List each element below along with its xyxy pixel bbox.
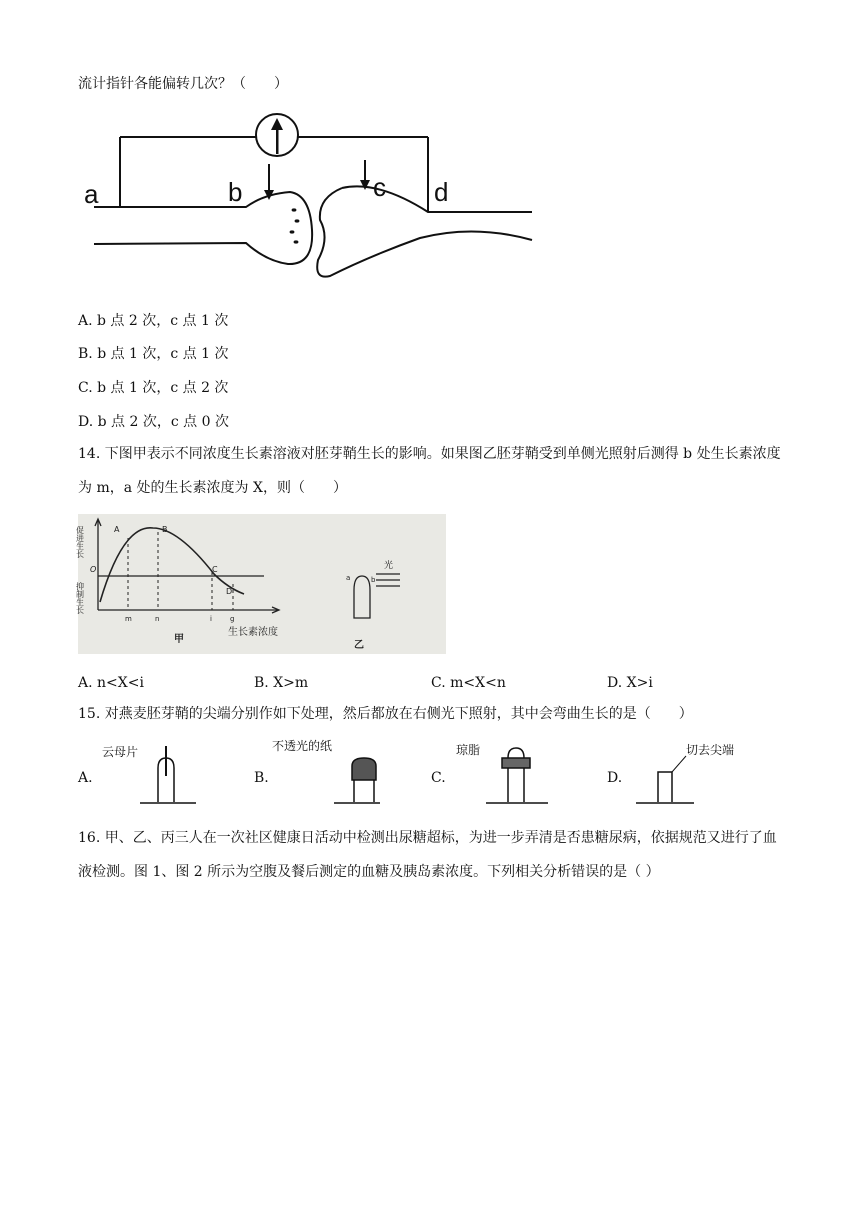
q15-figure-b	[272, 736, 382, 812]
side-a-label: a	[346, 574, 351, 582]
vesicle	[295, 219, 300, 222]
coleoptile-tip-c	[508, 748, 524, 758]
coleoptile-d	[658, 772, 672, 802]
q15-figure-a	[100, 736, 200, 812]
q14-option-b[interactable]: B. X>m	[254, 675, 309, 691]
presynaptic-neuron	[94, 192, 312, 264]
pointer-line	[672, 756, 686, 772]
synapse-figure	[78, 108, 538, 293]
tick-g: g	[230, 615, 235, 623]
origin-label: O	[90, 565, 97, 574]
q15-option-c-letter[interactable]: C.	[431, 770, 446, 786]
note-agar: 琼脂	[456, 743, 481, 757]
point-c: C	[212, 565, 218, 574]
q14-option-c[interactable]: C. m<X<n	[431, 675, 506, 691]
side-b-label: b	[371, 576, 376, 584]
q15-stem: 15. 对燕麦胚芽鞘的尖端分别作如下处理，然后都放在右侧光下照射，其中会弯曲生长的是（ ）	[78, 706, 693, 722]
arrow-c-head	[360, 180, 370, 190]
vesicle	[294, 240, 299, 243]
q15-figure-c	[452, 736, 562, 812]
q15-figure-d	[630, 736, 760, 812]
y-label-inhibit: 抑制生长	[75, 582, 85, 614]
tick-m: m	[125, 615, 132, 623]
label-b: b	[228, 177, 243, 207]
agar-block	[502, 758, 530, 768]
note-mica: 云母片	[102, 745, 139, 759]
q14-figure	[75, 514, 446, 658]
q13-option-c[interactable]: C. b 点 1 次，c 点 2 次	[78, 380, 229, 396]
label-c: c	[373, 172, 386, 202]
point-a: A	[114, 525, 120, 534]
q14-stem: 14. 下图甲表示不同浓度生长素溶液对胚芽鞘生长的影响。如果图乙胚芽鞘受到单侧光照射后测得 b 处生长素浓度为 m，a 处的生长素浓度为 X，则（ ）	[78, 446, 781, 496]
note-opaque-paper: 不透光的纸	[272, 739, 333, 753]
postsynaptic-neuron	[317, 188, 532, 277]
q15-option-b-letter[interactable]: B.	[254, 770, 269, 786]
q13-stem-tail: 流计指针各能偏转几次？（ ）	[78, 76, 288, 92]
q13-option-b[interactable]: B. b 点 1 次，c 点 1 次	[78, 346, 229, 362]
label-a: a	[84, 179, 99, 209]
tick-n: n	[155, 615, 160, 623]
panel-yi-label: 乙	[354, 640, 364, 651]
light-label: 光	[384, 561, 394, 571]
q15-option-d-letter[interactable]: D.	[607, 770, 623, 786]
coleoptile-b	[354, 778, 374, 802]
tick-i: i	[210, 615, 212, 623]
q16-stem: 16. 甲、乙、丙三人在一次社区健康日活动中检测出尿糖超标，为进一步弄清是否患糖尿病，依据规范又进行了血液检测。图 1、图 2 所示为空腹及餐后测定的血糖及胰岛素浓度。下列相关分析错误的是（ ）	[78, 830, 777, 880]
q15-option-a-letter[interactable]: A.	[78, 770, 93, 786]
q14-option-d[interactable]: D. X>i	[607, 675, 653, 691]
q13-option-a[interactable]: A. b 点 2 次，c 点 1 次	[78, 313, 229, 329]
auxin-figure	[75, 514, 446, 654]
x-axis-label: 生长素浓度	[228, 627, 278, 638]
coleoptile-c	[508, 768, 524, 802]
q13-option-d[interactable]: D. b 点 2 次，c 点 0 次	[78, 414, 229, 430]
q14-option-a[interactable]: A. n<X<i	[78, 675, 144, 691]
point-b: B	[162, 525, 168, 534]
point-d: D	[226, 587, 233, 596]
galvanometer-needle	[276, 128, 279, 154]
opaque-cap	[352, 758, 376, 780]
vesicle	[292, 208, 297, 211]
panel-jia-label: 甲	[174, 634, 184, 645]
q13-neuron-diagram	[78, 108, 538, 297]
y-label-promote: 促进生长	[75, 526, 85, 558]
vesicle	[290, 230, 295, 233]
label-d: d	[434, 177, 449, 207]
note-cut-tip: 切去尖端	[686, 743, 735, 757]
